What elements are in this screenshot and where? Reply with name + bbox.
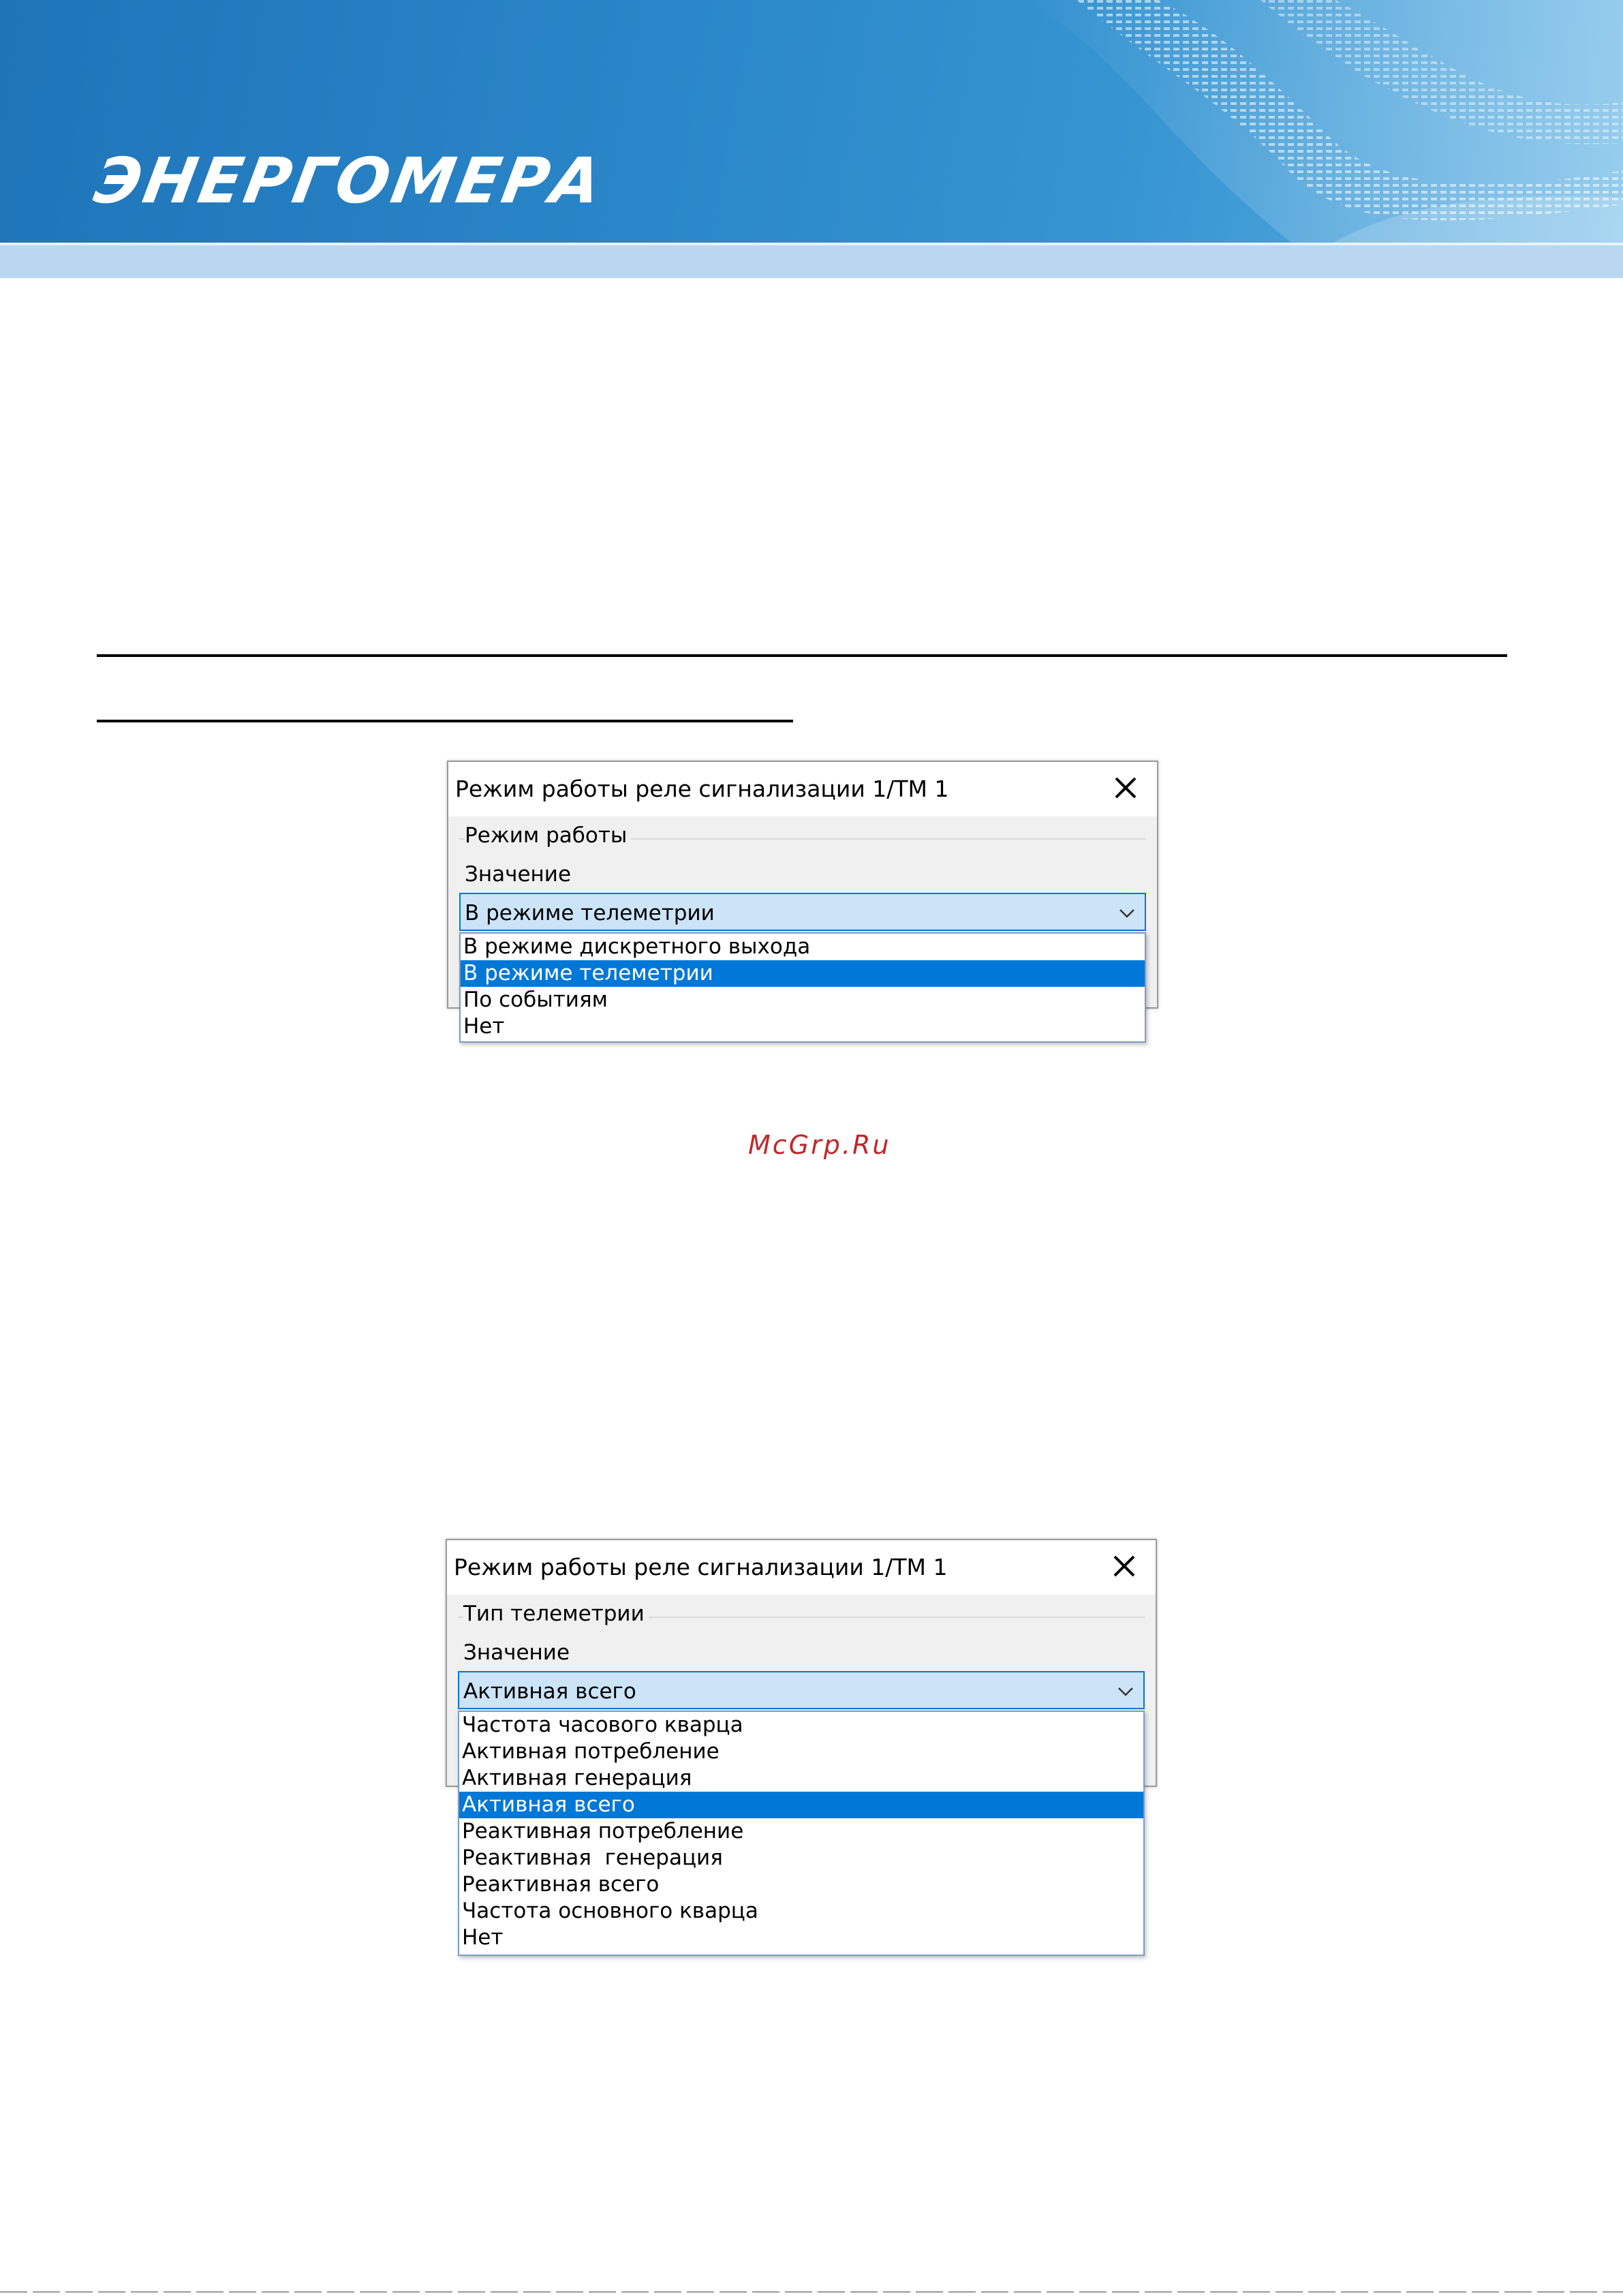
chevron-down-icon[interactable]	[1117, 904, 1137, 923]
close-icon[interactable]	[1109, 771, 1142, 804]
header-banner	[0, 0, 1623, 245]
option-active-consumption[interactable]: Активная потребление	[462, 1739, 720, 1764]
option-none[interactable]: Нет	[463, 1014, 505, 1039]
mode-options-list	[459, 932, 1146, 1043]
value-label: Значение	[463, 1640, 570, 1665]
value-label: Значение	[465, 862, 572, 887]
watermark: McGrp.Ru	[748, 1130, 891, 1160]
dialog-titlebar	[447, 1540, 1156, 1595]
dialog-titlebar	[448, 762, 1157, 816]
banner-band	[0, 245, 1623, 278]
option-reactive-total[interactable]: Реактивная всего	[462, 1872, 660, 1897]
group-label: Тип телеметрии	[463, 1602, 649, 1626]
option-clock-quartz-freq[interactable]: Частота часового кварца	[462, 1713, 743, 1737]
footer-divider	[0, 2291, 1623, 2293]
brand-logo: ЭНЕРГОМЕРА	[89, 144, 610, 217]
heading-rule-1	[97, 654, 1507, 657]
telemetry-type-value: Активная всего	[463, 1679, 636, 1704]
dialog-title: Режим работы реле сигнализации 1/TM 1	[454, 1554, 948, 1580]
dialog-title: Режим работы реле сигнализации 1/TM 1	[455, 776, 949, 802]
option-reactive-generation[interactable]: Реактивная генерация	[462, 1846, 723, 1870]
option-reactive-consumption[interactable]: Реактивная потребление	[462, 1819, 744, 1843]
option-by-events[interactable]: По событиям	[463, 988, 608, 1012]
option-main-quartz-freq[interactable]: Частота основного кварца	[462, 1899, 758, 1923]
option-discrete-output[interactable]: В режиме дискретного выхода	[463, 934, 811, 959]
chevron-down-icon[interactable]	[1116, 1682, 1135, 1701]
option-active-total[interactable]: Активная всего	[459, 1792, 1143, 1818]
telemetry-type-select[interactable]	[458, 1671, 1145, 1709]
group-label: Режим работы	[465, 823, 631, 848]
option-telemetry[interactable]: В режиме телеметрии	[461, 960, 1145, 987]
relay-mode-dialog-1	[447, 761, 1158, 1039]
relay-mode-dialog-2	[446, 1539, 1157, 1950]
heading-rule-2	[97, 720, 793, 722]
mode-select-value: В режиме телеметрии	[465, 901, 715, 925]
mode-select[interactable]	[459, 893, 1146, 931]
option-none[interactable]: Нет	[462, 1925, 504, 1950]
option-active-generation[interactable]: Активная генерация	[462, 1766, 692, 1790]
telemetry-options-list	[458, 1711, 1145, 1956]
close-icon[interactable]	[1108, 1550, 1141, 1582]
